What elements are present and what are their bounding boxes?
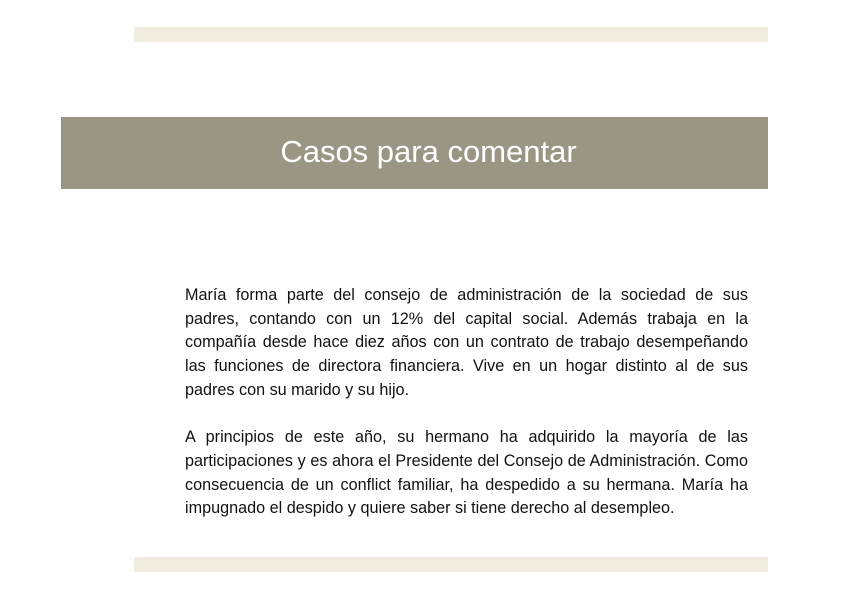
slide-title: Casos para comentar <box>280 134 577 169</box>
bottom-accent-band <box>134 557 768 572</box>
top-accent-band <box>134 27 768 42</box>
case-paragraph-2: A principios de este año, su hermano ha adquirido la mayoría de las participaciones y es ahora el Presidente del Consejo de Administración. Como consecuencia de un conflict familiar, ha despedido a su hermana. María ha impugnado el despido y quiere saber si tiene derecho al desempleo. <box>185 428 748 518</box>
title-bar <box>61 117 768 189</box>
case-text <box>185 284 748 521</box>
case-paragraph-1: María forma parte del consejo de administración de la sociedad de sus padres, contando con un 12% del capital social. Además trabaja en la compañía desde hace diez años con un contrato de trabajo desempeñando las funciones de directora financiera. Vive en un hogar distinto al de sus padres con su marido y su hijo. <box>185 286 748 399</box>
